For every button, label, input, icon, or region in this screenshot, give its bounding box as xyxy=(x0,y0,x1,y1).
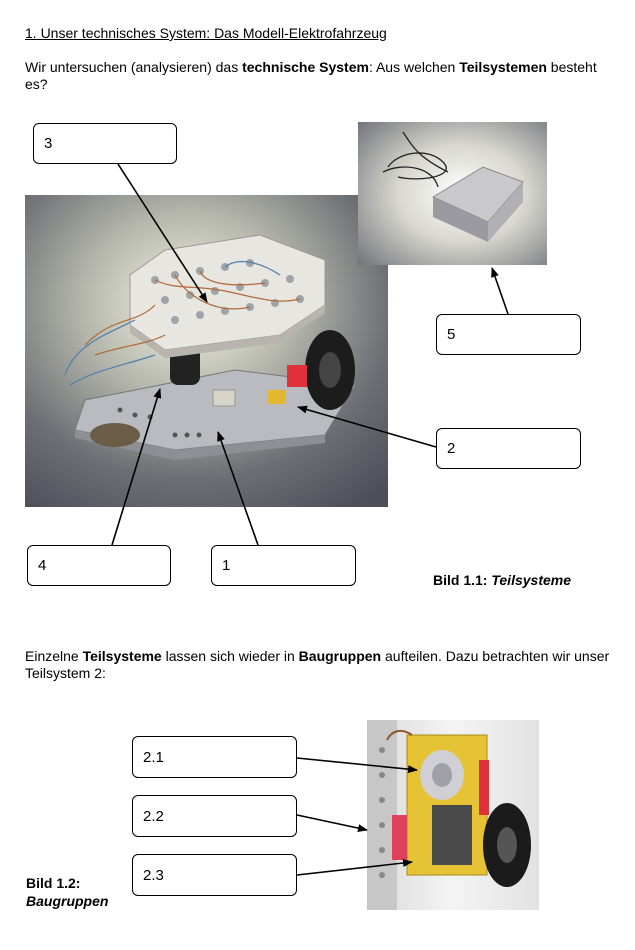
label-box-4: 4 xyxy=(27,545,171,586)
figure1-caption: Bild 1.1: Teilsysteme xyxy=(433,572,571,588)
arrow-2-2 xyxy=(297,815,367,830)
robot-vehicle-photo xyxy=(25,195,388,507)
label-box-5: 5 xyxy=(436,314,581,355)
label-box-1: 1 xyxy=(211,545,356,586)
label-box-2-1: 2.1 xyxy=(132,736,297,778)
battery-box-photo xyxy=(358,122,547,265)
subsystem-paragraph: Einzelne Teilsysteme lassen sich wieder in Baugruppen aufteilen. Dazu betrachten wir unser Teilsystem 2: xyxy=(25,648,610,681)
intro-paragraph: Wir untersuchen (analysieren) das technische System: Aus welchen Teilsystemen besteht es? xyxy=(25,59,597,92)
arrow-5 xyxy=(492,268,508,314)
label-box-2: 2 xyxy=(436,428,581,469)
figure2-caption: Bild 1.2: Baugruppen xyxy=(26,875,109,909)
worksheet-heading: 1. Unser technisches System: Das Modell-Elektrofahrzeug xyxy=(25,25,387,41)
label-box-2-2: 2.2 xyxy=(132,795,297,837)
label-box-3: 3 xyxy=(33,123,177,164)
label-box-2-3: 2.3 xyxy=(132,854,297,896)
drive-unit-photo xyxy=(367,720,539,910)
